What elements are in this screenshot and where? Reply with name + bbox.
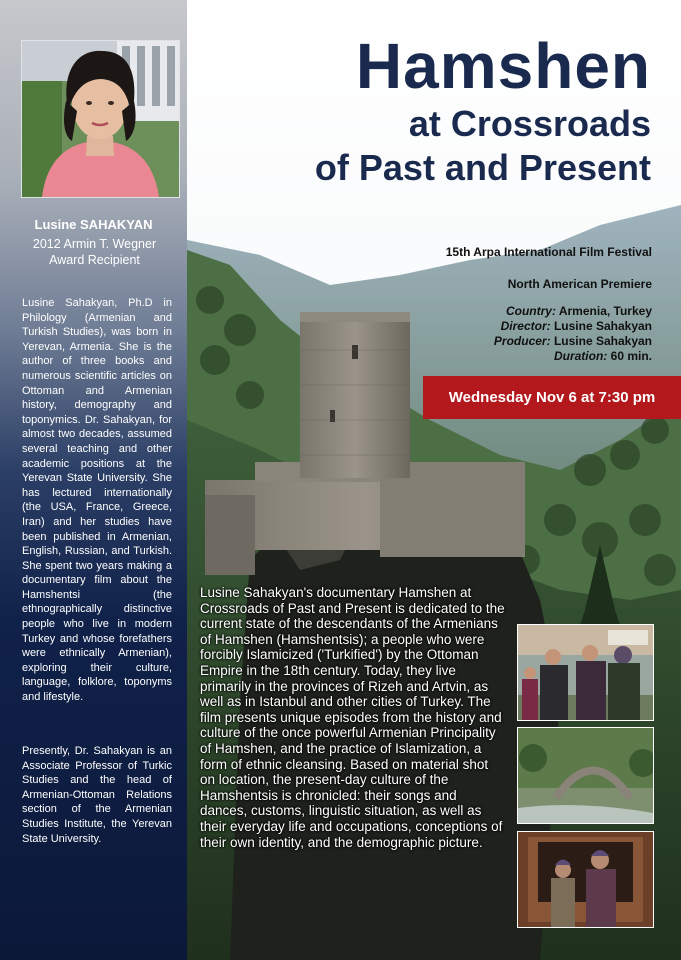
director-value: Lusine Sahakyan [553, 319, 652, 333]
producer-row [446, 334, 652, 349]
duration-row [446, 349, 652, 364]
award-line-1: 2012 Armin T. Wegner [32, 237, 157, 251]
festival-name: 15th Arpa International Film Festival [445, 245, 652, 259]
stone-bridge-photo [517, 727, 654, 824]
film-title [315, 30, 651, 190]
award-line-2: Award Recipient [49, 253, 140, 267]
director-bio: Lusine Sahakyan, Ph.D in Philology (Armenian and Turkish Studies), was born in Yerevan, Armenia. She is the author of three books and numerous scientific articles on Ottoman and Armenian history, demography and toponymics. Dr. Sahakyan, for almost two decades, assumed several teaching and other academic positions at the Yerevan State University. She has lectured internationally (the USA, France, Greece, Iran) and her studies have been published in Armenian, English, Russian, and Turkish. She spent two years making a documentary film about the Hamshentsi (the ethnographically distinctive people who live in modern Turkey and whose forefathers were ethnically Armenian), exploring their culture, language, folklore, toponyms and lifestyle. [22, 297, 172, 704]
director-position: Presently, Dr. Sahakyan is an Associate Professor of Turkic Studies and the head of Armenian-Ottoman Relations section of the Armenian Studies Institute, the Yerevan State University. [22, 745, 172, 845]
film-info [446, 245, 652, 364]
director-row [446, 319, 652, 334]
film-description: Lusine Sahakyan's documentary Hamshen at Crossroads of Past and Present is dedicated to the current state of the descendants of the Armenians of Hamshen (Hamshentsis); a people who were forcibly Islamicized ('Turkified') by the Ottoman Empire in the 18th century. Today, they live primarily in the provinces of Rizeh and Artvin, as well as in Istanbul and other cities of Turkey. The film presents unique episodes from the history and culture of the once powerful Armenian Principality of Hamshen, and the practice of Islamization, a form of ethnic cleansing. Based on material shot on location, the present-day culture of the Hamshentsis is chronicled: their songs and dances, customs, linguistic situation, as well as their everyday life and occupations, conceptions of their own identity, and the demographic picture. [200, 585, 505, 850]
director-label: Director: [500, 319, 551, 333]
country-row [446, 304, 652, 319]
director-sidebar [0, 0, 187, 960]
title-line-2: at Crossroads [408, 103, 651, 144]
women-group-photo [517, 624, 654, 721]
screening-date-banner: Wednesday Nov 6 at 7:30 pm [423, 376, 681, 419]
country-value: Armenia, Turkey [558, 304, 652, 318]
duration-value: 60 min. [610, 349, 652, 363]
award-title [22, 236, 167, 268]
producer-value: Lusine Sahakyan [553, 334, 652, 348]
country-label: Country: [505, 304, 556, 318]
director-name: Lusine SAHAKYAN [34, 217, 153, 232]
title-line-3: of Past and Present [314, 147, 651, 188]
title-line-1: Hamshen [355, 30, 651, 102]
duration-label: Duration: [553, 349, 608, 363]
women-doorway-photo [517, 831, 654, 928]
director-portrait [21, 40, 180, 198]
premiere-label: North American Premiere [507, 277, 652, 291]
producer-label: Producer: [493, 334, 551, 348]
